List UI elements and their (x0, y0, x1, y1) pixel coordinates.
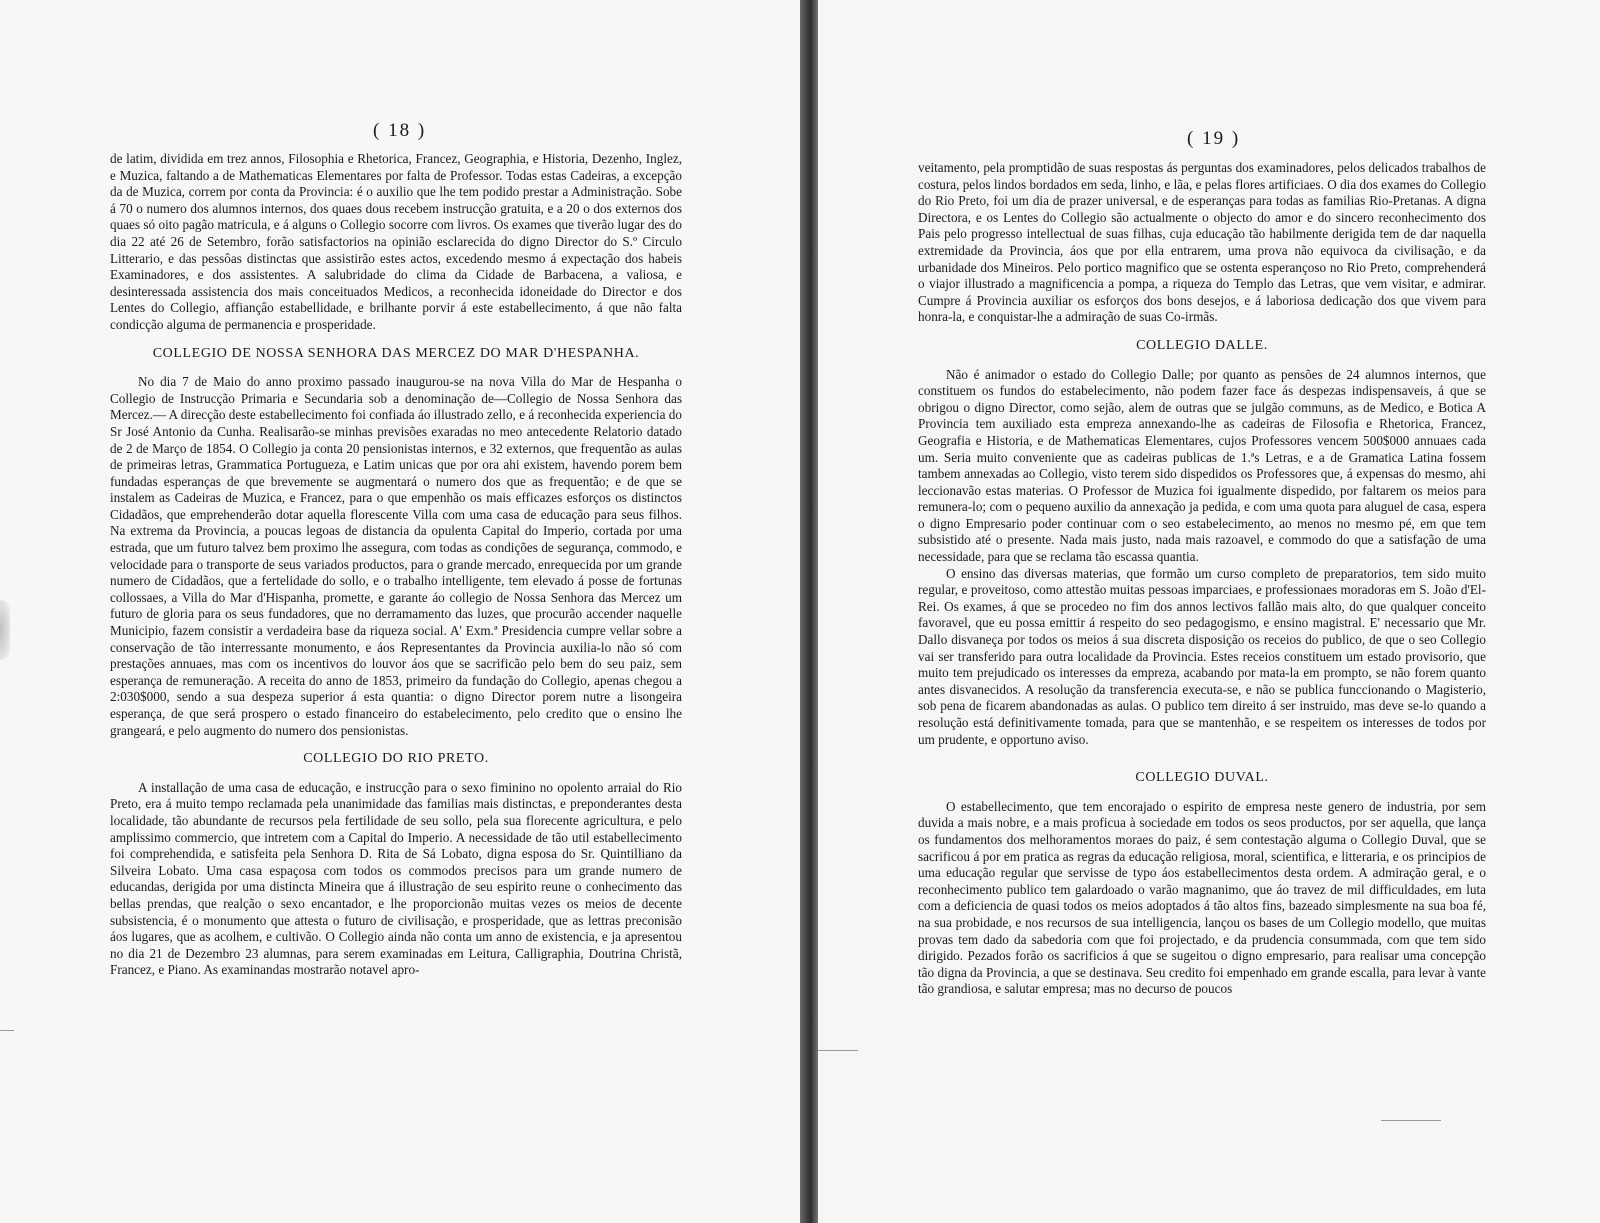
page-number: ( 18 ) (373, 120, 427, 141)
section-heading: COLLEGIO DALLE. (1136, 337, 1268, 353)
paragraph: O estabellecimento, que tem encorajado o espirito de empresa neste genero de industria, por sem duvida a mais nobre, e a mais proficua à sociedade em todos os seos productos, por ser aquella, que lança os fundamentos dos melhoramentos moraes do paiz, é sem contestação alguma o Collegio Duval, que se sacrificou á por em pratica as regras da educação religiosa, moral, scientifica, e litteraria, e os principios de uma educação regular que servisse de typo áos estabellecimentos desta ordem. A admiração geral, e o reconhecimento publico tem galardoado o varão magnanimo, que áo travez de mil difficuldades, em luta com a deficiencia de quasi todos os meios adoptados á tão altos fins, bazeado simplesmente na sua boa fé, na sua probidade, e nos recursos de sua intelligencia, lançou os bases de um Collegio modello, que muitas provas tem dado da sabedoria com que foi projectado, e da prudencia consummada, com que tem sido dirigido. Pezados forão os sacrificios á que se sugeitou o digno empresario, para realisar uma concepção tão digna da Provincia, a que se destinava. Seu credito foi empenhado em grande escalla, para levar à vante tão grandiosa, e salutar empresa; mas no decurso de poucos (918, 798, 1486, 997)
paragraph: No dia 7 de Maio do anno proximo passado inaugurou-se na nova Villa do Mar de Hespanha o Collegio de Instrucção Primaria e Secundaria sob a denominação de—Collegio de Nossa Senhora das Mercez.— A direcção deste estabellecimento foi confiada áo illustrado zello, e á reconhecida experiencia do Sr José Antonio da Cunha. Realisarão-se minhas previsões exaradas no meo antecedente Relatorio datado de 2 de Março de 1854. O Collegio ja conta 20 pensionistas internos, e 32 externos, que frequentão as aulas de primeiras letras, Grammatica Portugueza, e Latim unicas que por ora ahi existem, havendo porem bem fundadas esperanças de que brevemente se augmentará o numero dos que as frequentão; e de que se instalem as Cadeiras de Muzica, e Francez, para o que empenhão os mais efficazes esforços os distinctos Cidadãos, que emprehenderão dotar aquella florescente Villa com uma casa de educação para seus filhos. Na extrema da Provincia, a poucas legoas de distancia da opulenta Capital do Imperio, cortada por uma estrada, que um futuro talvez bem proximo lhe assegura, com todas as condições de segurança, commodo, e velocidade para o transporte de seus variados productos, para o grande mercado, enrequecida por um grande numero de Cidadãos, que a fertelidade do sollo, e o trabalho intelligente, tem elevado á posse de fortunas collossaes, a Villa do Mar d'Hispanha, promette, e garante áo collegio de Nossa Senhora das Mercez um futuro de gloria para os seus fundadores, que no derramamento das luzes, que procurão accender naquelle Municipio, fazem consistir a verdadeira base da riqueza social. A' Exm.ª Presidencia cumpre vellar sobre a conservação de tão interressante monumento, e áos Representantes da Provincia auxilia-lo não só com prestações annuaes, mas com os incentivos do louvor áos que se sacrificão pelo bem do seu paiz, sem esperança de remuneração. A receita do anno de 1853, primeiro da fundação do Collegio, apenas chegou a 2:030$000, sendo a sua despeza superior á esta quantia: o digno Director porem nutre a lisongeira esperança, de que será prospero o estado financeiro do estabelecimento, pelo credito que o ensino lhe grangeará, e pelo augmento do numero dos pensionistas. (110, 374, 682, 738)
left-text-column (110, 151, 682, 979)
section-heading: COLLEGIO DUVAL. (1135, 770, 1269, 786)
section-heading: COLLEGIO DO RIO PRETO. (303, 751, 489, 767)
paragraph: de latim, dividida em trez annos, Filosophia e Rhetorica, Francez, Geographia, e Historia, Dezenho, Inglez, e Muzica, faltando a de Mathematicas Elementares por falta de Professor. Todas estas Cadeiras, a excepção da de Muzica, correm por conta da Provincia: é o auxilio que lhe tem podido prestar a Administração. Sobe á 70 o numero dos alumnos internos, dos quaes dous recebem instrucção gratuita, e a 20 o dos externos dos quaes só oito pagão matricula, e á alguns o Collegio socorre com livros. Os exames que tiverão lugar des do dia 22 até 26 de Setembro, forão satisfactorios na opinião esclarecida do digno Director do S.º Circulo Litterario, e das pessôas distinctas que assistirão estes actos, excedendo mesmo á expectação dos habeis Examinadores, e dos assistentes. A salubridade do clima da Cidade de Barbacena, a valiosa, e desinteressada assistencia dos mais conceituados Medicos, a reconhecida idoneidade do Director e dos Lentes do Collegio, affiançâo estabellidade, e brilhante porvir á este estabellecimento, á que não falta condicção alguma de permanencia e prosperidade. (110, 151, 682, 332)
right-page (818, 0, 1600, 1223)
paragraph: Não é animador o estado do Collegio Dalle; por quanto as pensões de 24 alumnos internos, que constituem os fundos do estabelecimento, não podem fazer face ás despezas indispensaveis, á que se obrigou o digno Director, como sejão, alem de outras que se julgão communs, as de Medico, e Botica A Provincia tem auxiliado esta empreza annexando-lhe as cadeiras de Filosofia e Rhetorica, Francez, Geografia e Historia, e de Mathematicas Elementares, cujos Professores vencem 500$000 annuaes cada um. Seria muito conveniente que as cadeiras publicas de 1.ªs Letras, e a de Gramatica Latina fossem tambem annexadas ao Collegio, visto terem sido dispedidos os Professores que, á expensas do mesmo, ahi leccionavão estas materias. O Professor de Muzica foi igualmente dispedido, por faltarem os meios para remunera-lo; com o pequeno auxilio da annexação ja pedida, e com uma quota para aluguel de casa, espera o digno Empresario poder continuar com o seo estabelecimento, ao menos no mesmo pé, em que tem subsistido até o presente. Nada mais justo, nada mais razoavel, e commodo do que a satisfação de uma necessidade, para que se reclama tão escassa quantia. (918, 366, 1486, 565)
paragraph: veitamento, pela promptidão de suas respostas ás perguntas dos examinadores, pelos delicados trabalhos de costura, pelos lindos bordados em seda, linho, e lãa, e pelas flores artificiaes. O dia dos exames do Collegio do Rio Preto, foi um dia de prazer universal, e de esperanças para todas as familias Rio-Pretanas. A digna Directora, e os Lentes do Collegio são actualmente o objecto do amor e do sincero reconhecimento dos Pais pelo progresso intellectual de suas filhas, cuja educação tão habilmente derigida tem de dar naquella extremidade da Provincia, áos que por ella entrarem, uma prova não equivoca da civilisação, e da urbanidade dos Mineiros. Pelo portico magnifico que se ostenta esperançoso no Rio Preto, comprehenderá o viajor illustrado a magnificencia a pompa, a riqueza do Templo das Letras, que vem visitar, e admirar. Cumpre á Provincia auxiliar os esforços dos bons desejos, e á laboriosa dedicação dos que vivem para honra-la, e conquistar-lhe a admiração de suas Co-irmãs. (918, 160, 1486, 325)
margin-mark (818, 1050, 858, 1051)
book-gutter (800, 0, 818, 1223)
margin-mark (0, 1030, 14, 1031)
page-number: ( 19 ) (1187, 128, 1241, 149)
section-heading: COLLEGIO DE NOSSA SENHORA DAS MERCEZ DO MAR D'HESPANHA. (152, 345, 640, 361)
right-text-column (918, 160, 1486, 998)
margin-mark (1381, 1120, 1441, 1121)
page-edge-smudge (0, 600, 10, 660)
paragraph: A installação de uma casa de educação, e instrucção para o sexo fiminino no opolento arraial do Rio Preto, era á muito tempo reclamada pela unanimidade das familias mais distinctas, e preponderantes desta localidade, tão abundante de recursos pela fertilidade de seu sollo, pela sua florecente agricultura, e pelo amplissimo commercio, que intretem com a Capital do Imperio. A necessidade de tão util estabellecimento foi comprehendida, e satisfeita pela Senhora D. Rita de Sá Lobato, digna esposa do Sr. Quintilliano da Silveira Lobato. Uma casa espaçosa com todos os commodos precisos para um grande numero de educandas, derigida por uma distincta Mineira que á illustração de seu espirito reune o conhecimento das bellas prendas, que realção o sexo encantador, e lhe proporcionão muitas vezes os meios de decente subsistencia, é o monumento que attesta o futuro de civilisação, e prosperidade, que as lettras preconisão áos lugares, que as acolhem, e cultivão. O Collegio ainda não conta um anno de existencia, e ja apresentou no dia 21 de Dezembro 23 alumnas, para serem examinadas em Leitura, Calligraphia, Doutrina Christã, Francez, e Piano. As examinandas mostrarão notavel apro- (110, 779, 682, 978)
paragraph: O ensino das diversas materias, que formão um curso completo de preparatorios, tem sido muito regular, e proveitoso, como attestão muitas pessoas imparciaes, e professionaes moradoras em S. João d'El-Rei. Os exames, á que se procedeo no fim dos annos lectivos fallão mais alto, do que qualquer conceito favoravel, que eu possa emittir á respeito do seo pedagogismo, e ensino magistral. E' necessario que Mr. Dallo disvaneça por todos os meios á sua discreta disposição os receios do publico, de que o seo Collegio vai ser transferido para outra localidade da Provincia. Estes receios constituem um estado provisorio, que muito tem prejudicado os interesses da empreza, acabando por mata-la em prompto, se não forem quanto antes disvanecidos. A resolução da transferencia executa-se, e não se publica funccionando o Magisterio, sob pena de ficarem abandonadas as aulas. O publico tem direito á ser instruido, mas deve se-lo quando a resolução está definitivamente tomada, para que se mantenhão, e se respeitem os interesses de todos por um prudente, e opportuno aviso. (918, 565, 1486, 747)
